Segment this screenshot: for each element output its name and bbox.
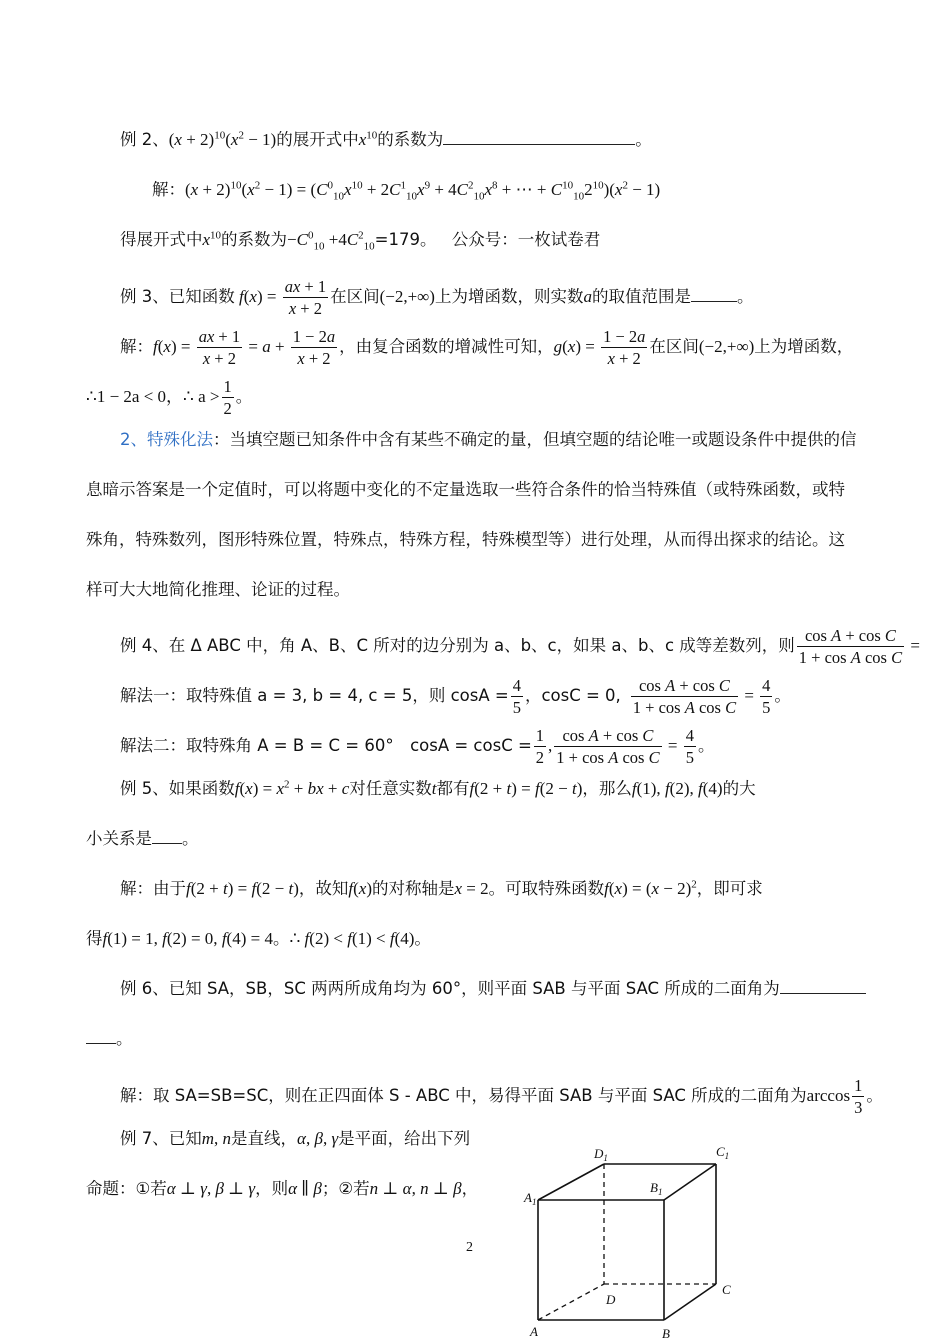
- ex3-question: 例 3、已知函数 f(x) = $\frac{ax + 1}{x + 2}$ 在区间(−2,+∞)上为增函数，则实数a的取值范围是 。: [120, 277, 754, 318]
- ex7-propositions: 命题：①若α ⊥ γ, β ⊥ γ，则α ∥ β；②若n ⊥ α, n ⊥ β，: [86, 1179, 479, 1198]
- label-a: A: [530, 1324, 538, 1339]
- method2-title: 2、特殊化法: [120, 430, 213, 449]
- edge-b1c1: [664, 1164, 716, 1200]
- ex3-solution: 解：f(x) = $\frac{ax + 1}{x + 2}$ = a + $\frac{1 - 2a}{x + 2}$ ，由复合函数的增减性可知，g(x) = $\frac{1 - 2a}{x + 2}$ 在区间(−2,+∞)上为增函数，: [120, 327, 854, 368]
- answer-blank[interactable]: [152, 825, 182, 844]
- answer-blank[interactable]: [780, 975, 866, 994]
- answer-blank[interactable]: [86, 1025, 116, 1044]
- edge-d1a1: [538, 1164, 604, 1200]
- ex2-question: 例 2、$(x + 2)^{10}(x^2 - 1)$的展开式中$x^{10}$的系数为 。: [120, 126, 652, 154]
- label-c: C: [722, 1282, 731, 1297]
- ex2-expression: $(x + 2)^{10}(x^2 - 1)$: [168, 129, 277, 149]
- answer-blank[interactable]: [691, 283, 737, 302]
- ex7-question: 例 7、已知m, n是直线，α, β, γ是平面，给出下列: [120, 1129, 471, 1148]
- ex6-question-line2: 。: [86, 1025, 133, 1053]
- ex5-result: 得f(1) = 1, f(2) = 0, f(4) = 4。∴ f(2) < f(1) < f(4)。: [86, 929, 431, 948]
- answer-blank[interactable]: [443, 126, 635, 145]
- ex6-solution: 解：取 SA=SB=SC，则在正四面体 S - ABC 中，易得平面 SAB 与平面 SAC 所成的二面角为arccos $\frac{1}{3}$ 。: [120, 1076, 883, 1117]
- edge-ad: [538, 1284, 604, 1320]
- ex5-solution: 解：由于f(2 + t) = f(2 − t)，故知f(x)的对称轴是x = 2。可取特殊函数$f(x) = (x - 2)^2$，即可求: [120, 878, 763, 898]
- method2-line4: 样可大大地简化推理、论证的过程。: [86, 580, 350, 599]
- ex5-question: 例 5、如果函数$f(x) = x^2$ + bx + c对任意实数t都有f(2 + t) = f(2 − t)，那么f(1), f(2), f(4)的大: [120, 778, 756, 798]
- page-number: 2: [466, 1240, 473, 1255]
- edge-bc: [664, 1284, 716, 1320]
- label-d: D: [606, 1292, 616, 1307]
- ex2-result: 得展开式中$x^{10}$的系数为$-C^0_{10} +4C^2_{10}=179$。 公众号：一枚试卷君: [120, 229, 601, 253]
- ex2-solution: 解：$(x + 2)^{10}(x^2 - 1) = (C^0_{10}x^{10} + 2C^1_{10}x^9 + 4C^2_{10}x^8$ + ⋯ + $C^{10}_{10}2^{10})(x^2 - 1)$: [152, 179, 661, 203]
- ex6-question: 例 6、已知 SA，SB，SC 两两所成角均为 60°，则平面 SAB 与平面 SAC 所成的二面角为: [120, 975, 866, 1003]
- method2-line2: 息暗示答案是一个定值时，可以将题中变化的不定量选取一些符合条件的恰当特殊值（或特殊函数，或特: [86, 480, 845, 499]
- label-b: B: [662, 1326, 670, 1340]
- ex4-solution2: 解法二：取特殊角 A = B = C = 60° cosA = cosC = $\frac{1}{2}$ , $\frac{\text{cos A + cos C}}{\text{1 + cos A cos C}}$ = $\frac{4}{5}$ 。: [120, 726, 715, 767]
- label-b1: $B_1$: [650, 1180, 663, 1197]
- ex2-expansion: $(x + 2)^{10}(x^2 - 1) = (C^0_{10}x^{10} + 2C^1_{10}x^9 + 4C^2_{10}x^8$ + ⋯ + $C^{10}_{10}2^{10})(x^2 - 1)$: [185, 179, 661, 203]
- ex5-question-line2: 小关系是 。: [86, 825, 199, 853]
- ex3-conclusion: ∴1 − 2a < 0，∴ a > $\frac{1}{2}$ 。: [86, 377, 253, 418]
- label-a1: $A_1$: [524, 1190, 537, 1207]
- ex4-solution1: 解法一：取特殊值 a = 3, b = 4, c = 5，则 cosA = $\frac{4}{5}$ ，cosC = 0, $\frac{\text{cos A + cos C}}{\text{1 + cos A cos C}}$ = $\frac{4}{5}$ 。: [120, 676, 791, 717]
- method2-line3: 殊角，特殊数列，图形特殊位置，特殊点，特殊方程，特殊模型等）进行处理，从而得出探求的结论。这: [86, 530, 845, 549]
- label-d1: $D_1$: [594, 1146, 608, 1163]
- ex4-question: 例 4、在 Δ ABC 中，角 A、B、C 所对的边分别为 a、b、c，如果 a、b、c 成等差数列，则 $\frac{\text{cos A + cos C}}{\text{1 + cos A cos C}}$ =: [120, 626, 920, 667]
- cube-figure: [520, 1140, 750, 1340]
- ad-text: 公众号：一枚试卷君: [451, 230, 601, 249]
- fraction-ax1-x2: $\frac{ax + 1}{x + 2}$: [284, 277, 327, 318]
- label-c1: $C_1$: [716, 1144, 730, 1161]
- method2-line1: 2、特殊化法：当填空题已知条件中含有某些不确定的量，但填空题的结论唯一或题设条件中提供的信: [120, 430, 857, 449]
